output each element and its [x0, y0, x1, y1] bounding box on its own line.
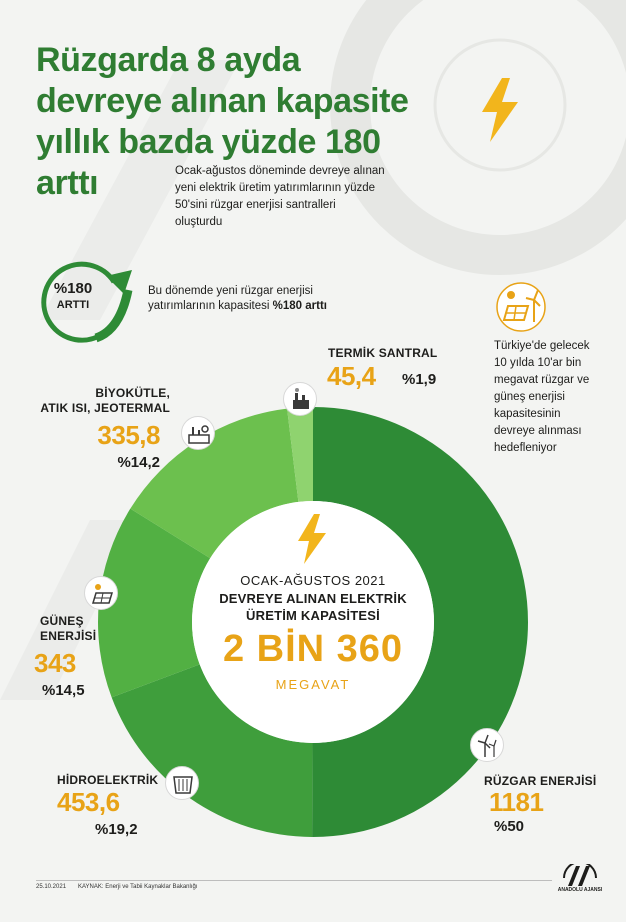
thermal-plant-icon	[283, 382, 317, 416]
biomass-factory-icon	[181, 416, 215, 450]
target-note: Türkiye'de gelecek 10 yılda 10'ar bin megavat rüzgar ve güneş enerjisi kapasitesinin devreye alınması hedefleniyor	[494, 340, 590, 454]
badge-label: ARTTI	[56, 299, 90, 311]
solar-label-line1: GÜNEŞ	[40, 614, 84, 628]
thermal-percent: %1,9	[402, 371, 437, 388]
footer-date: 25.10.2021	[36, 884, 67, 890]
aa-logo-icon	[560, 864, 600, 888]
solar-label	[40, 614, 96, 644]
bio-value: 335,8	[97, 420, 160, 450]
thermal-label: TERMİK SANTRAL	[328, 346, 438, 360]
center-title-line2: ÜRETİM KAPASİTESİ	[246, 608, 380, 623]
badge-percent: %180	[53, 280, 93, 297]
bio-label-line1: BİYOKÜTLE,	[95, 386, 170, 400]
badge-note-text: Bu dönemde yeni rüzgar enerjisi yatırımlarının kapasitesi	[148, 285, 313, 312]
thermal-value: 45,4	[327, 361, 376, 391]
solar-percent: %14,5	[42, 682, 85, 699]
solar-panel-icon	[84, 576, 118, 610]
wind-value: 1181	[489, 787, 544, 817]
badge-note-bold: %180 arttı	[272, 300, 327, 312]
wind-turbine-icon	[470, 728, 504, 762]
solar-value: 343	[34, 648, 76, 678]
center-period: OCAK-AĞUSTOS 2021	[240, 573, 386, 588]
center-unit: MEGAVAT	[275, 677, 351, 692]
center-total-value: 2 BİN 360	[222, 628, 404, 670]
solar-label-line2: ENERJİSİ	[40, 629, 97, 643]
agency-name: ANADOLU AJANSI	[557, 887, 603, 893]
dam-icon	[165, 766, 199, 800]
wind-label: RÜZGAR ENERJİSİ	[484, 774, 597, 788]
bio-label	[30, 386, 170, 416]
footer-source: KAYNAK: Enerji ve Tabii Kaynaklar Bakanlığı	[78, 884, 198, 890]
center-title-line1: DEVREYE ALINAN ELEKTRİK	[219, 591, 407, 606]
hydro-value: 453,6	[57, 787, 120, 817]
intro-text: Ocak-ağustos döneminde devreye alınan yeni elektrik üretim yatırımlarının yüzde 50'sini rüzgar enerjisi santralleri oluşturdu	[175, 165, 385, 228]
hydro-label: HİDROELEKTRİK	[57, 773, 159, 787]
bio-label-line2: ATIK ISI, JEOTERMAL	[40, 401, 170, 415]
center-bolt-icon	[296, 514, 328, 564]
footer-divider	[36, 880, 552, 881]
center-title	[203, 590, 423, 624]
bio-percent: %14,2	[117, 454, 160, 471]
hydro-percent: %19,2	[95, 821, 138, 838]
wind-percent: %50	[494, 818, 525, 835]
page-title: Rüzgarda 8 ayda devreye alınan kapasite yıllık bazda yüzde 180 arttı	[36, 41, 409, 202]
